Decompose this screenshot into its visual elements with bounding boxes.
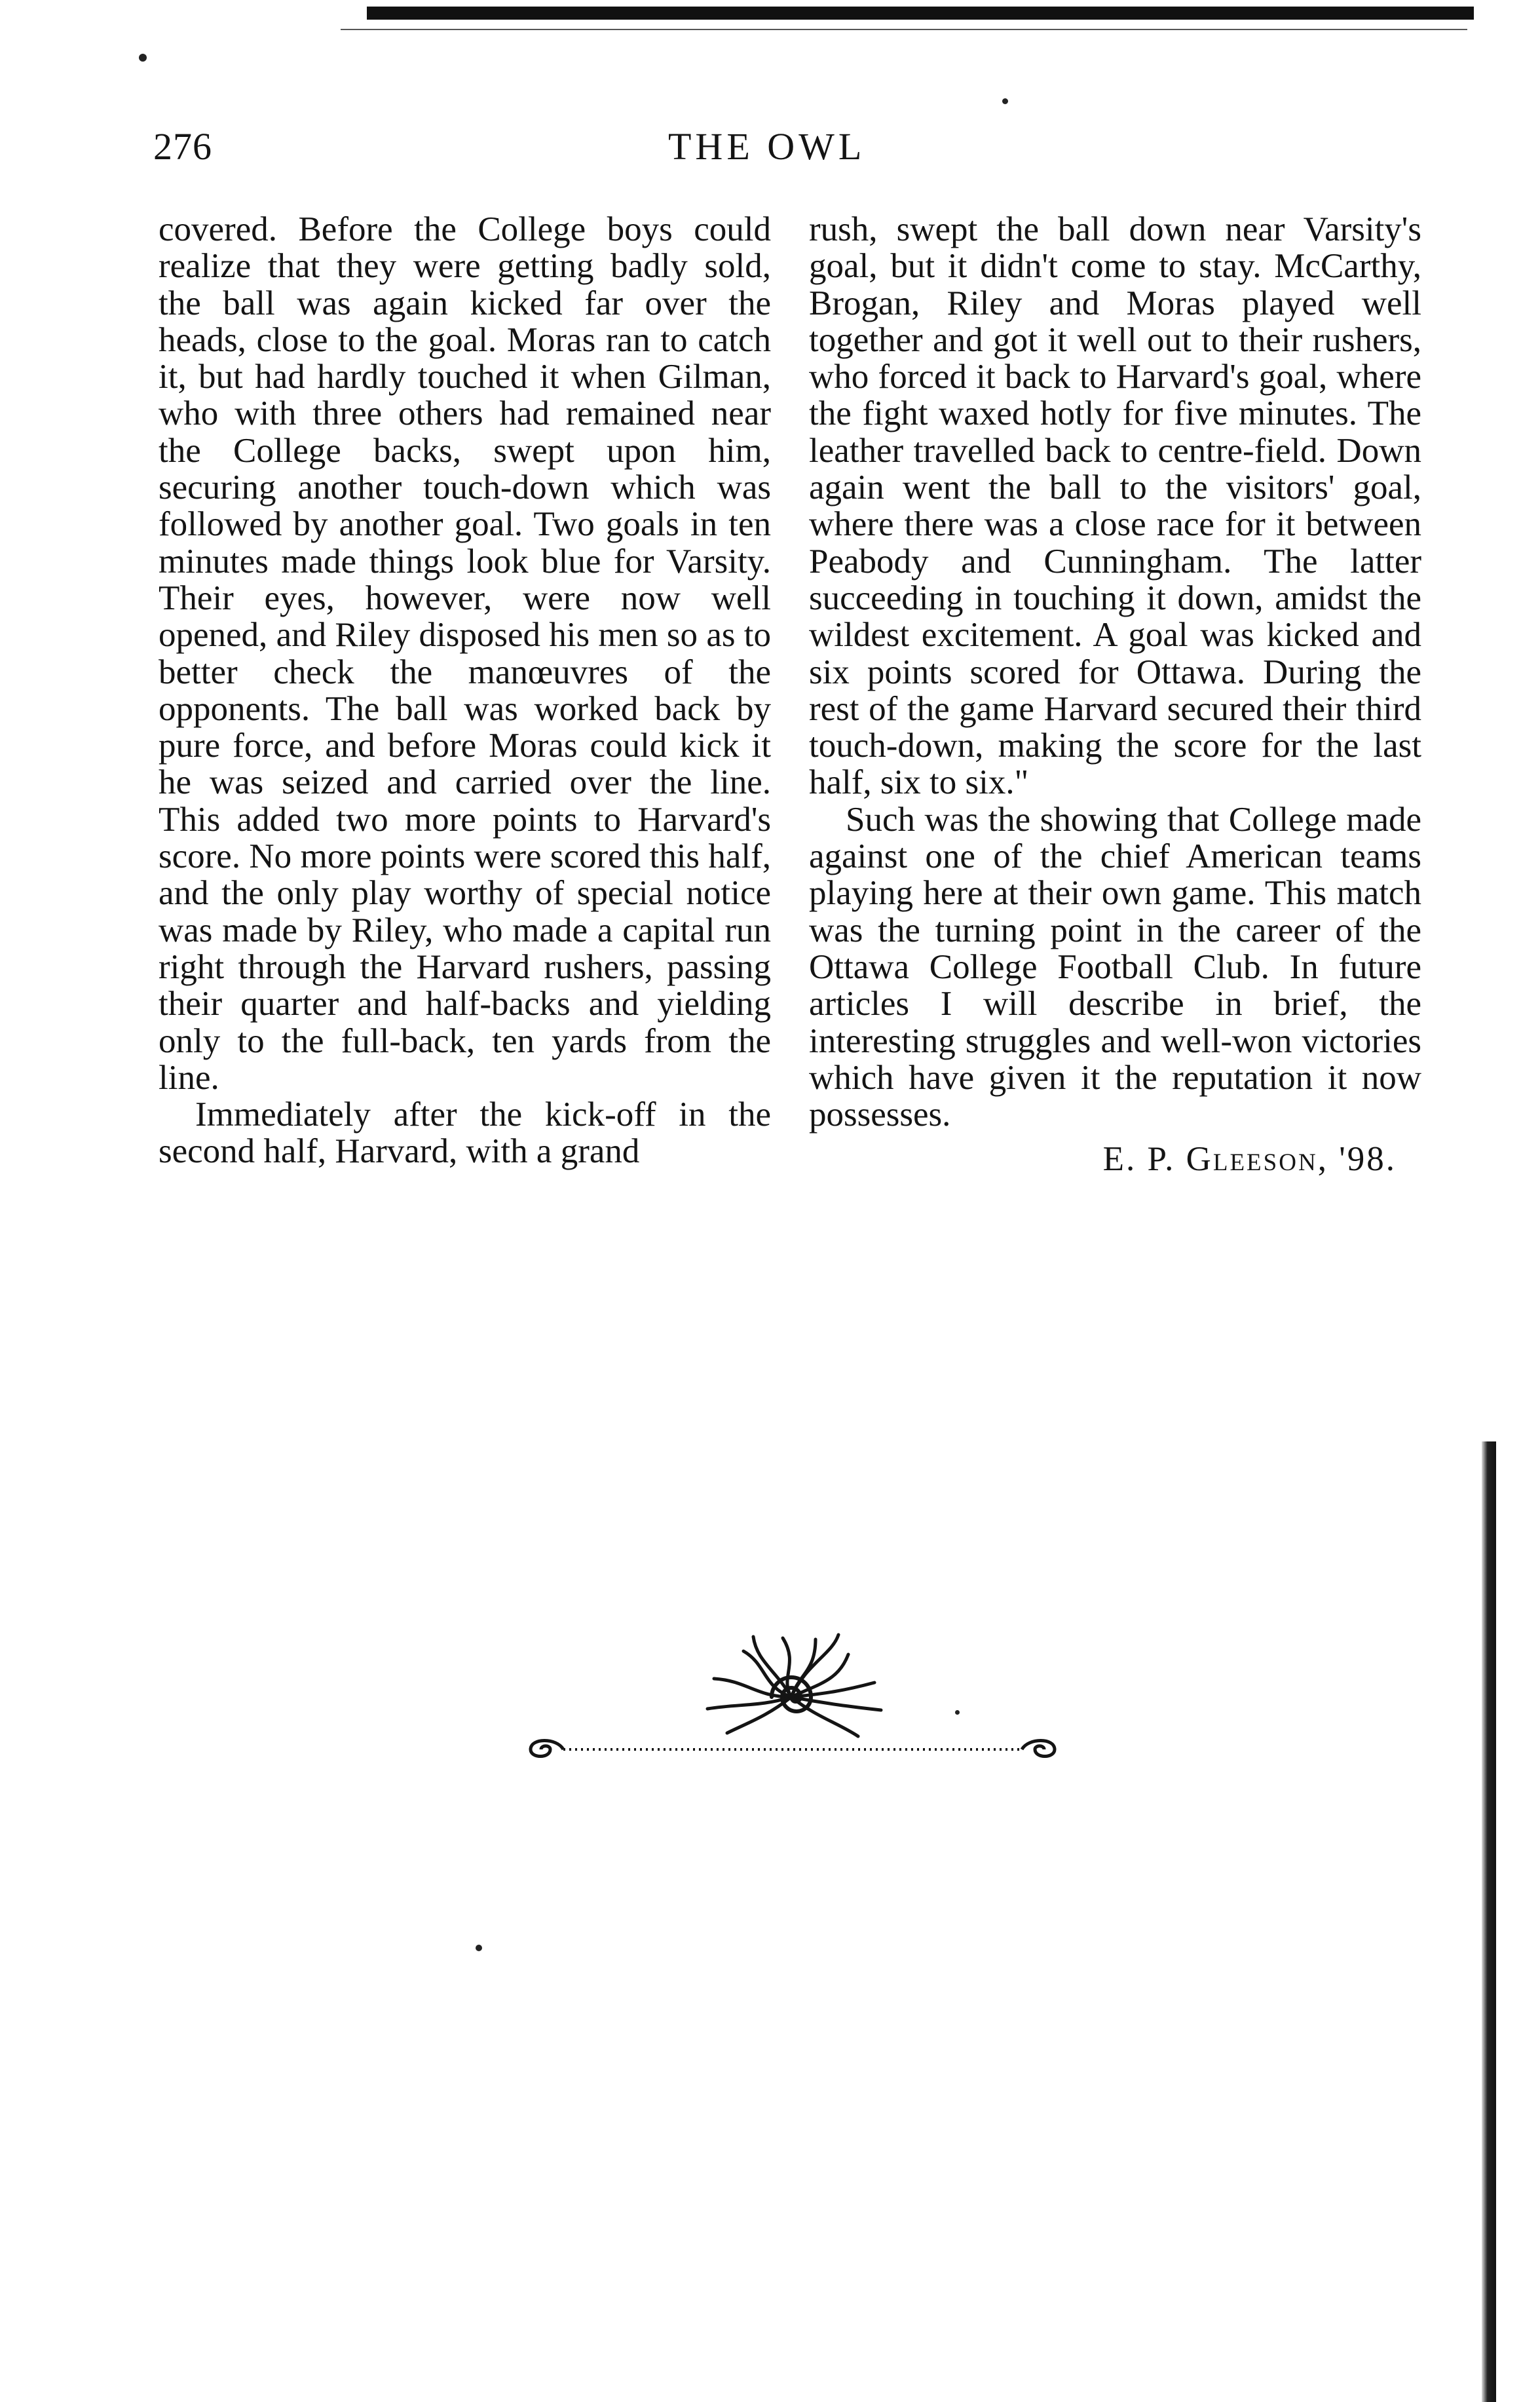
right-paragraph-1: rush, swept the ball down near Varsity's goal, but it didn't come to stay. McCarthy, Brogan, Riley and Moras played well together and got it well out to their rushers, who forced it back to Harvard's goal, where the fight waxed hotly for five minutes. The leather travelled back to centre-field. Down again went the ball to the visitors' goal, where there was a close race for it between Peabody and Cunningham. The latter succeeding in touching it down, amidst the wildest excitement. A goal was kicked and six points scored for Ottawa. During the rest of the game Harvard secured their third touch-down, making the score for the last half, six to six." xyxy=(809,210,1421,802)
signature-initials: E. P. xyxy=(1102,1140,1176,1179)
left-column xyxy=(159,211,771,1170)
right-column xyxy=(809,211,1421,1178)
running-title: THE OWL xyxy=(668,125,866,168)
signature-name: Gleeson xyxy=(1186,1140,1318,1179)
page-edge-shadow xyxy=(1482,1441,1496,2402)
right-paragraph-2: Such was the showing that College made against one of the chief American teams playing here at their own game. This match was the turning point in the career of the Ottawa College Football Club. In future articles I will describe in brief, the interesting struggles and well-won victories which have given it the reputation it now possesses. xyxy=(809,800,1421,1134)
page-number: 276 xyxy=(153,125,212,168)
left-paragraph-1: covered. Before the College boys could realize that they were getting badly sold, the ball was again kicked far over the heads, close to the goal. Moras ran to catch it, but had hardly touched it when Gilman, who with three others had remained near the College backs, swept upon him, securing another touch-down which was followed by another goal. Two goals in ten minutes made things look blue for Varsity. Their eyes, however, were now well opened, and Riley disposed his men so as to better check the manœuvres of the opponents. The ball was worked back by pure force, and before Moras could kick it he was seized and carried over the line. This added two more points to Harvard's score. No more points were scored this half, and the only play worthy of special notice was made by Riley, who made a capital run right through the Harvard rushers, passing their quarter and half-backs and yielding only to the full-back, ten yards from the line. xyxy=(159,210,771,1097)
top-border-rule xyxy=(367,7,1474,20)
ink-speck xyxy=(139,54,147,62)
author-signature xyxy=(809,1141,1421,1177)
signature-year: , '98. xyxy=(1317,1140,1397,1179)
top-thin-rule xyxy=(341,29,1467,30)
ink-speck xyxy=(1002,98,1008,104)
sun-rays-spiral-ornament-icon xyxy=(517,1625,1068,1769)
ink-speck xyxy=(476,1945,482,1951)
left-paragraph-2: Immediately after the kick-off in the second half, Harvard, with a grand xyxy=(159,1096,771,1171)
